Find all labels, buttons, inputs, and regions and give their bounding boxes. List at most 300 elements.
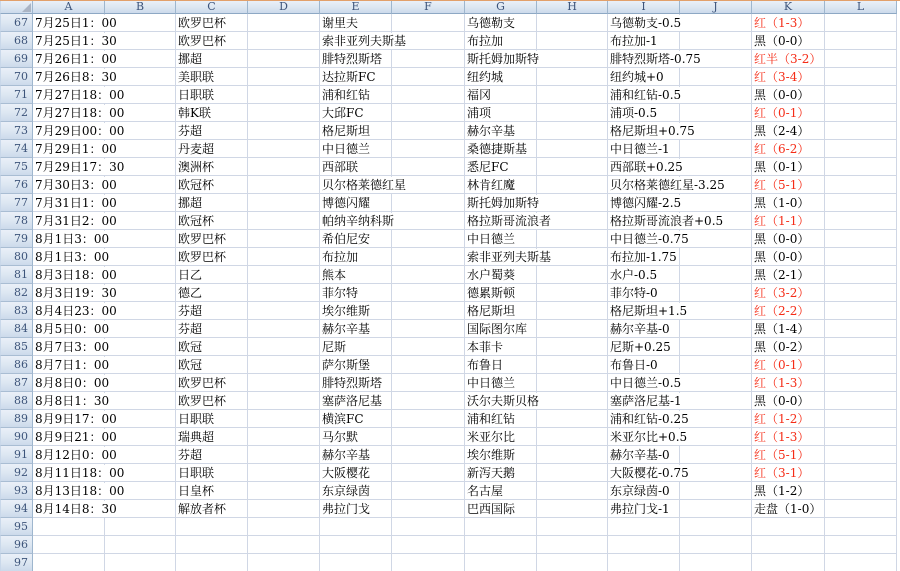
cell-G85[interactable]	[465, 338, 537, 356]
cell-A82[interactable]	[33, 284, 117, 302]
cell-D86[interactable]	[248, 356, 320, 374]
cell-J95[interactable]	[680, 518, 752, 536]
cell-B88[interactable]	[105, 392, 176, 410]
cell-I90[interactable]	[608, 428, 688, 446]
cell-H71[interactable]	[537, 86, 608, 104]
cell-D67[interactable]	[248, 14, 320, 32]
cell-C90[interactable]	[176, 428, 248, 446]
cell-L68[interactable]	[825, 32, 897, 50]
cell-G76[interactable]	[465, 176, 537, 194]
row-header-68[interactable]: 68	[0, 32, 33, 50]
cell-L91[interactable]	[825, 446, 897, 464]
cell-K73[interactable]	[752, 122, 825, 140]
cell-A79[interactable]	[33, 230, 110, 248]
cell-K68[interactable]	[752, 32, 825, 50]
cell-J86[interactable]	[680, 356, 752, 374]
cell-J87[interactable]	[680, 374, 752, 392]
cell-C88[interactable]	[176, 392, 248, 410]
row-header-73[interactable]: 73	[0, 122, 33, 140]
cell-C96[interactable]	[176, 536, 248, 554]
row-header-80[interactable]: 80	[0, 248, 33, 266]
cell-A67[interactable]	[33, 14, 117, 32]
cell-I76[interactable]	[608, 176, 725, 194]
cell-K72[interactable]	[752, 104, 825, 122]
cell-F78[interactable]	[392, 212, 465, 230]
cell-F96[interactable]	[392, 536, 465, 554]
row-header-71[interactable]: 71	[0, 86, 33, 104]
cell-C80[interactable]	[176, 248, 248, 266]
cell-H82[interactable]	[537, 284, 608, 302]
cell-H69[interactable]	[537, 50, 608, 68]
cell-F97[interactable]	[392, 554, 465, 571]
cell-B87[interactable]	[105, 374, 176, 392]
cell-H68[interactable]	[537, 32, 608, 50]
cell-K80[interactable]	[752, 248, 825, 266]
row-header-76[interactable]: 76	[0, 176, 33, 194]
cell-G79[interactable]	[465, 230, 537, 248]
cell-F87[interactable]	[392, 374, 465, 392]
cell-I95[interactable]	[608, 518, 680, 536]
cell-I78[interactable]	[608, 212, 724, 230]
cell-F71[interactable]	[392, 86, 465, 104]
cell-C68[interactable]	[176, 32, 248, 50]
cell-G94[interactable]	[465, 500, 537, 518]
cell-D97[interactable]	[248, 554, 320, 571]
cell-J91[interactable]	[680, 446, 752, 464]
column-header-C[interactable]: C	[176, 1, 248, 14]
cell-H84[interactable]	[537, 320, 608, 338]
cell-L95[interactable]	[825, 518, 897, 536]
cell-B86[interactable]	[105, 356, 176, 374]
cell-K69[interactable]	[752, 50, 825, 68]
cell-L67[interactable]	[825, 14, 897, 32]
cell-I88[interactable]	[608, 392, 680, 410]
cell-D74[interactable]	[248, 140, 320, 158]
cell-K71[interactable]	[752, 86, 825, 104]
cell-G67[interactable]	[465, 14, 537, 32]
cell-H73[interactable]	[537, 122, 608, 140]
cell-A71[interactable]	[33, 86, 125, 104]
cell-E85[interactable]	[320, 338, 392, 356]
cell-F90[interactable]	[392, 428, 465, 446]
cell-H72[interactable]	[537, 104, 608, 122]
cell-K88[interactable]	[752, 392, 825, 410]
cell-G81[interactable]	[465, 266, 537, 284]
cell-G90[interactable]	[465, 428, 537, 446]
cell-L74[interactable]	[825, 140, 897, 158]
cell-C73[interactable]	[176, 122, 248, 140]
cell-L77[interactable]	[825, 194, 897, 212]
cell-H74[interactable]	[537, 140, 608, 158]
cell-L94[interactable]	[825, 500, 897, 518]
cell-D75[interactable]	[248, 158, 320, 176]
cell-E87[interactable]	[320, 374, 392, 392]
cell-D89[interactable]	[248, 410, 320, 428]
cell-J93[interactable]	[680, 482, 752, 500]
cell-L88[interactable]	[825, 392, 897, 410]
cell-L84[interactable]	[825, 320, 897, 338]
cell-F83[interactable]	[392, 302, 465, 320]
cell-A85[interactable]	[33, 338, 110, 356]
cell-B96[interactable]	[105, 536, 176, 554]
cell-C89[interactable]	[176, 410, 248, 428]
cell-C97[interactable]	[176, 554, 248, 571]
cell-L72[interactable]	[825, 104, 897, 122]
cell-C77[interactable]	[176, 194, 248, 212]
cell-E70[interactable]	[320, 68, 392, 86]
cell-J68[interactable]	[680, 32, 752, 50]
cell-I71[interactable]	[608, 86, 680, 104]
cell-A75[interactable]	[33, 158, 125, 176]
cell-K70[interactable]	[752, 68, 825, 86]
cell-E80[interactable]	[320, 248, 392, 266]
cell-I83[interactable]	[608, 302, 688, 320]
cell-H90[interactable]	[537, 428, 608, 446]
cell-H83[interactable]	[537, 302, 608, 320]
cell-L87[interactable]	[825, 374, 897, 392]
cell-G72[interactable]	[465, 104, 537, 122]
cell-H86[interactable]	[537, 356, 608, 374]
cell-K94[interactable]	[752, 500, 825, 518]
cell-H89[interactable]	[537, 410, 608, 428]
cell-I77[interactable]	[608, 194, 680, 212]
cell-H92[interactable]	[537, 464, 608, 482]
cell-J75[interactable]	[680, 158, 752, 176]
cell-F93[interactable]	[392, 482, 465, 500]
cell-D87[interactable]	[248, 374, 320, 392]
cell-J80[interactable]	[680, 248, 752, 266]
cell-E90[interactable]	[320, 428, 392, 446]
cell-C87[interactable]	[176, 374, 248, 392]
cell-L81[interactable]	[825, 266, 897, 284]
cell-J72[interactable]	[680, 104, 752, 122]
cell-L71[interactable]	[825, 86, 897, 104]
cell-F81[interactable]	[392, 266, 465, 284]
column-header-I[interactable]: I	[608, 1, 680, 14]
row-header-72[interactable]: 72	[0, 104, 33, 122]
cell-G78[interactable]	[465, 212, 552, 230]
cell-J82[interactable]	[680, 284, 752, 302]
cell-G86[interactable]	[465, 356, 537, 374]
cell-H95[interactable]	[537, 518, 608, 536]
cell-J71[interactable]	[680, 86, 752, 104]
cell-L79[interactable]	[825, 230, 897, 248]
cell-A95[interactable]	[33, 518, 105, 536]
cell-K85[interactable]	[752, 338, 825, 356]
cell-F75[interactable]	[392, 158, 465, 176]
cell-C74[interactable]	[176, 140, 248, 158]
cell-K76[interactable]	[752, 176, 825, 194]
cell-L85[interactable]	[825, 338, 897, 356]
cell-J96[interactable]	[680, 536, 752, 554]
cell-C92[interactable]	[176, 464, 248, 482]
cell-E84[interactable]	[320, 320, 392, 338]
cell-G82[interactable]	[465, 284, 537, 302]
cell-G87[interactable]	[465, 374, 537, 392]
cell-G69[interactable]	[465, 50, 540, 68]
cell-J79[interactable]	[680, 230, 752, 248]
cell-J94[interactable]	[680, 500, 752, 518]
row-header-91[interactable]: 91	[0, 446, 33, 464]
cell-K91[interactable]	[752, 446, 825, 464]
cell-E94[interactable]	[320, 500, 392, 518]
cell-J89[interactable]	[680, 410, 752, 428]
cell-J88[interactable]	[680, 392, 752, 410]
cell-I93[interactable]	[608, 482, 680, 500]
cell-D82[interactable]	[248, 284, 320, 302]
cell-E93[interactable]	[320, 482, 392, 500]
row-header-96[interactable]: 96	[0, 536, 33, 554]
cell-D77[interactable]	[248, 194, 320, 212]
cell-G84[interactable]	[465, 320, 537, 338]
cell-K96[interactable]	[752, 536, 825, 554]
cell-D71[interactable]	[248, 86, 320, 104]
cell-D70[interactable]	[248, 68, 320, 86]
cell-D94[interactable]	[248, 500, 320, 518]
cell-K75[interactable]	[752, 158, 825, 176]
cell-A92[interactable]	[33, 464, 125, 482]
cell-D90[interactable]	[248, 428, 320, 446]
cell-C67[interactable]	[176, 14, 248, 32]
cell-A78[interactable]	[33, 212, 117, 230]
row-header-69[interactable]: 69	[0, 50, 33, 68]
cell-I91[interactable]	[608, 446, 680, 464]
cell-E92[interactable]	[320, 464, 392, 482]
cell-E78[interactable]	[320, 212, 395, 230]
cell-G70[interactable]	[465, 68, 537, 86]
cell-K81[interactable]	[752, 266, 825, 284]
cell-J97[interactable]	[680, 554, 752, 571]
row-header-95[interactable]: 95	[0, 518, 33, 536]
cell-F88[interactable]	[392, 392, 465, 410]
cell-B95[interactable]	[105, 518, 176, 536]
cell-A88[interactable]	[33, 392, 110, 410]
cell-E67[interactable]	[320, 14, 392, 32]
cell-L96[interactable]	[825, 536, 897, 554]
cell-G95[interactable]	[465, 518, 537, 536]
cell-E75[interactable]	[320, 158, 392, 176]
cell-E86[interactable]	[320, 356, 392, 374]
row-header-75[interactable]: 75	[0, 158, 33, 176]
cell-E72[interactable]	[320, 104, 392, 122]
cell-F86[interactable]	[392, 356, 465, 374]
cell-L70[interactable]	[825, 68, 897, 86]
cell-A97[interactable]	[33, 554, 105, 571]
cell-C72[interactable]	[176, 104, 248, 122]
cell-H87[interactable]	[537, 374, 608, 392]
cell-C78[interactable]	[176, 212, 248, 230]
cell-F72[interactable]	[392, 104, 465, 122]
cell-A74[interactable]	[33, 140, 117, 158]
cell-A83[interactable]	[33, 302, 117, 320]
cell-C81[interactable]	[176, 266, 248, 284]
row-header-92[interactable]: 92	[0, 464, 33, 482]
cell-A81[interactable]	[33, 266, 117, 284]
cell-C71[interactable]	[176, 86, 248, 104]
cell-A84[interactable]	[33, 320, 110, 338]
cell-J83[interactable]	[680, 302, 752, 320]
row-header-74[interactable]: 74	[0, 140, 33, 158]
cell-C69[interactable]	[176, 50, 248, 68]
cell-J90[interactable]	[680, 428, 752, 446]
row-header-84[interactable]: 84	[0, 320, 33, 338]
cell-K83[interactable]	[752, 302, 825, 320]
cell-E71[interactable]	[320, 86, 392, 104]
select-all-corner[interactable]	[0, 1, 33, 14]
column-header-K[interactable]: K	[752, 1, 825, 14]
cell-A94[interactable]	[33, 500, 117, 518]
cell-L89[interactable]	[825, 410, 897, 428]
cell-J84[interactable]	[680, 320, 752, 338]
cell-H70[interactable]	[537, 68, 608, 86]
cell-K82[interactable]	[752, 284, 825, 302]
column-header-G[interactable]: G	[465, 1, 537, 14]
cell-D79[interactable]	[248, 230, 320, 248]
cell-D96[interactable]	[248, 536, 320, 554]
cell-F82[interactable]	[392, 284, 465, 302]
cell-F89[interactable]	[392, 410, 465, 428]
cell-D93[interactable]	[248, 482, 320, 500]
cell-F67[interactable]	[392, 14, 465, 32]
cell-J70[interactable]	[680, 68, 752, 86]
cell-L97[interactable]	[825, 554, 897, 571]
cell-C82[interactable]	[176, 284, 248, 302]
cell-B85[interactable]	[105, 338, 176, 356]
column-header-J[interactable]: J	[680, 1, 752, 14]
cell-B79[interactable]	[105, 230, 176, 248]
row-header-87[interactable]: 87	[0, 374, 33, 392]
cell-K92[interactable]	[752, 464, 825, 482]
cell-D91[interactable]	[248, 446, 320, 464]
cell-I81[interactable]	[608, 266, 680, 284]
cell-G74[interactable]	[465, 140, 537, 158]
row-header-81[interactable]: 81	[0, 266, 33, 284]
cell-F80[interactable]	[392, 248, 465, 266]
cell-H97[interactable]	[537, 554, 608, 571]
cell-E96[interactable]	[320, 536, 392, 554]
cell-E88[interactable]	[320, 392, 392, 410]
cell-D69[interactable]	[248, 50, 320, 68]
cell-I67[interactable]	[608, 14, 680, 32]
cell-A86[interactable]	[33, 356, 110, 374]
cell-J74[interactable]	[680, 140, 752, 158]
cell-L90[interactable]	[825, 428, 897, 446]
cell-F91[interactable]	[392, 446, 465, 464]
cell-D68[interactable]	[248, 32, 320, 50]
cell-A93[interactable]	[33, 482, 125, 500]
column-header-D[interactable]: D	[248, 1, 320, 14]
cell-K93[interactable]	[752, 482, 825, 500]
cell-K74[interactable]	[752, 140, 825, 158]
cell-D84[interactable]	[248, 320, 320, 338]
cell-I84[interactable]	[608, 320, 680, 338]
cell-C70[interactable]	[176, 68, 248, 86]
cell-E73[interactable]	[320, 122, 392, 140]
cell-G75[interactable]	[465, 158, 537, 176]
cell-K89[interactable]	[752, 410, 825, 428]
row-header-93[interactable]: 93	[0, 482, 33, 500]
cell-F74[interactable]	[392, 140, 465, 158]
cell-C75[interactable]	[176, 158, 248, 176]
cell-D85[interactable]	[248, 338, 320, 356]
cell-F77[interactable]	[392, 194, 465, 212]
cell-F84[interactable]	[392, 320, 465, 338]
cell-F92[interactable]	[392, 464, 465, 482]
cell-I80[interactable]	[608, 248, 680, 266]
cell-J85[interactable]	[680, 338, 752, 356]
cell-D92[interactable]	[248, 464, 320, 482]
row-header-70[interactable]: 70	[0, 68, 33, 86]
cell-A90[interactable]	[33, 428, 117, 446]
cell-D80[interactable]	[248, 248, 320, 266]
cell-G80[interactable]	[465, 248, 552, 266]
cell-E69[interactable]	[320, 50, 392, 68]
row-header-86[interactable]: 86	[0, 356, 33, 374]
cell-K84[interactable]	[752, 320, 825, 338]
cell-D88[interactable]	[248, 392, 320, 410]
cell-F70[interactable]	[392, 68, 465, 86]
cell-L86[interactable]	[825, 356, 897, 374]
cell-K95[interactable]	[752, 518, 825, 536]
cell-A89[interactable]	[33, 410, 117, 428]
cell-C84[interactable]	[176, 320, 248, 338]
cell-E97[interactable]	[320, 554, 392, 571]
cell-F95[interactable]	[392, 518, 465, 536]
row-header-85[interactable]: 85	[0, 338, 33, 356]
cell-G68[interactable]	[465, 32, 537, 50]
row-header-82[interactable]: 82	[0, 284, 33, 302]
cell-H76[interactable]	[537, 176, 608, 194]
cell-B84[interactable]	[105, 320, 176, 338]
row-header-88[interactable]: 88	[0, 392, 33, 410]
cell-G96[interactable]	[465, 536, 537, 554]
cell-I70[interactable]	[608, 68, 680, 86]
cell-D72[interactable]	[248, 104, 320, 122]
cell-C83[interactable]	[176, 302, 248, 320]
cell-K78[interactable]	[752, 212, 825, 230]
cell-I68[interactable]	[608, 32, 680, 50]
cell-A96[interactable]	[33, 536, 105, 554]
cell-I82[interactable]	[608, 284, 680, 302]
cell-A70[interactable]	[33, 68, 117, 86]
cell-G97[interactable]	[465, 554, 537, 571]
cell-J81[interactable]	[680, 266, 752, 284]
cell-H85[interactable]	[537, 338, 608, 356]
cell-I96[interactable]	[608, 536, 680, 554]
cell-G77[interactable]	[465, 194, 540, 212]
cell-A91[interactable]	[33, 446, 117, 464]
column-header-H[interactable]: H	[537, 1, 608, 14]
cell-A73[interactable]	[33, 122, 125, 140]
cell-I92[interactable]	[608, 464, 689, 482]
cell-F69[interactable]	[392, 50, 465, 68]
cell-B80[interactable]	[105, 248, 176, 266]
cell-F73[interactable]	[392, 122, 465, 140]
cell-D73[interactable]	[248, 122, 320, 140]
cell-F79[interactable]	[392, 230, 465, 248]
cell-D78[interactable]	[248, 212, 320, 230]
cell-D83[interactable]	[248, 302, 320, 320]
cell-E81[interactable]	[320, 266, 392, 284]
cell-A76[interactable]	[33, 176, 117, 194]
cell-D95[interactable]	[248, 518, 320, 536]
cell-L69[interactable]	[825, 50, 897, 68]
cell-H77[interactable]	[537, 194, 608, 212]
cell-C76[interactable]	[176, 176, 248, 194]
cell-F94[interactable]	[392, 500, 465, 518]
cell-E74[interactable]	[320, 140, 392, 158]
cell-C79[interactable]	[176, 230, 248, 248]
